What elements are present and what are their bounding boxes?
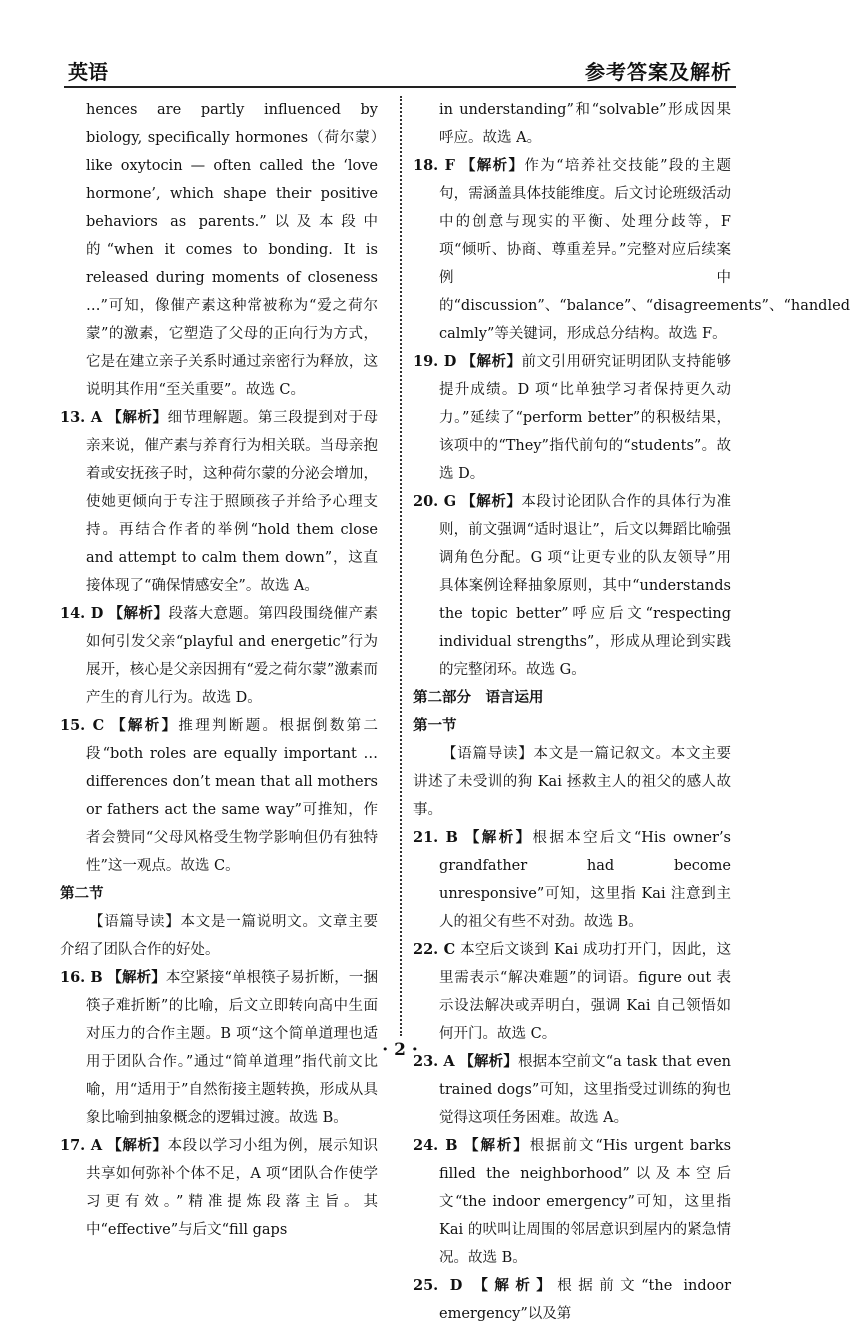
section2-title: 第二节 xyxy=(60,885,104,902)
answer-16: 16. B 【解析】本空紧接“单根筷子易折断，一捆筷子难折断”的比喻，后文立即转向高中生面对压力的合作主题。B 项“这个简单道理也适用于团队合作。”通过“简单道理”指代前文比喻，用“适用于”自然衔接主题转换，形成从具象比喻到抽象概念的逻辑过渡。故选 B。 xyxy=(60,969,379,1126)
answer-21: 21. B 【解析】根据本空后文“His owner’s grandfather had become unresponsive”可知，这里指 Kai 注意到主人的祖父有些不对劲。故选 B。 xyxy=(413,829,731,930)
page-header xyxy=(64,50,736,88)
section2-guide: 【语篇导读】本文是一篇说明文。文章主要介绍了团队合作的好处。 xyxy=(60,914,378,958)
answer-25: 25. D 【解析】根据前文“the indoor emergency”以及第 xyxy=(413,1277,732,1322)
column-divider xyxy=(400,96,402,1036)
left-column xyxy=(60,96,378,1244)
answer-14: 14. D 【解析】段落大意题。第四段围绕催产素如何引发父亲“playful and energetic”行为展开，核心是父亲因拥有“爱之荷尔蒙”激素而产生的育儿行为。故选 D。 xyxy=(60,605,379,706)
answer-23: 23. A 【解析】根据本空前文“a task that even trained dogs”可知，这里指受过训练的狗也觉得这项任务困难。故选 A。 xyxy=(413,1053,732,1126)
answer-17: 17. A 【解析】本段以学习小组为例，展示知识共享如何弥补个体不足，A 项“团队合作使学习更有效。”精准提炼段落主旨。其中“effective”与后文“fill gaps xyxy=(60,1137,379,1238)
page-number: · 2 · xyxy=(382,1040,418,1060)
header-title: 参考答案及解析 xyxy=(585,60,732,84)
answer-24: 24. B 【解析】根据前文“His urgent barks filled the neighborhood”以及本空后文“the indoor emergency”可知，这里指 Kai 的吠叫让周围的邻居意识到屋内的紧急情况。故选 B。 xyxy=(413,1137,732,1266)
answer-22: 22. C 本空后文谈到 Kai 成功打开门，因此，这里需表示“解决难题”的词语。figure out 表示设法解决或弄明白，强调 Kai 自己领悟如何开门。故选 C。 xyxy=(413,941,731,1042)
answer-18: 18. F 【解析】作为“培养社交技能”段的主题句，需涵盖具体技能维度。后文讨论班级活动中的创意与现实的平衡、处理分歧等，F 项“倾听、协商、尊重差异。”完整对应后续案例中的“discussion”、“balance”、“disagreements”、“handled calmly”等关键词，形成总分结构。故选 F。 xyxy=(413,157,850,342)
section1-guide: 【语篇导读】本文是一篇记叙文。本文主要讲述了未受训的狗 Kai 拯救主人的祖父的感人故事。 xyxy=(413,746,731,818)
answer-20: 20. G 【解析】本段讨论团队合作的具体行为准则，前文强调“适时退让”，后文以舞蹈比喻强调角色分配。G 项“让更专业的队友领导”用具体案例诠释抽象原则，其中“understands the topic better”呼应后文“respecting individual strengths”，形成从理论到实践的完整闭环。故选 G。 xyxy=(413,493,731,678)
part2-title: 第二部分 语言运用 xyxy=(413,689,544,706)
answer-19: 19. D 【解析】前文引用研究证明团队支持能够提升成绩。D 项“比单独学习者保持更久动力。”延续了“perform better”的积极结果，该项中的“They”指代前句的“students”。故选 D。 xyxy=(413,353,732,482)
right-column xyxy=(413,96,850,1328)
subject-label: 英语 xyxy=(68,60,108,84)
q12-continuation: hences are partly influenced by biology, specifically hormones（荷尔蒙）like oxytocin — often called the ‘love hormone’, which shape their positive behaviors as parents.”以及本段中的“when it comes to bonding. It is released during moments of closeness …”可知，像催产素这种常被称为“爱之荷尔蒙”的激素，它塑造了父母的正向行为方式，它是在建立亲子关系时通过亲密行为释放，这说明其作用“至关重要”。故选 C。 xyxy=(86,102,378,398)
section1-title: 第一节 xyxy=(413,717,457,734)
answer-13: 13. A 【解析】细节理解题。第三段提到对于母亲来说，催产素与养育行为相关联。当母亲抱着或安抚孩子时，这种荷尔蒙的分泌会增加，使她更倾向于专注于照顾孩子并给予心理支持。再结合作者的举例“hold them close and attempt to calm them down”，这直接体现了“确保情感安全”。故选 A。 xyxy=(60,409,379,594)
q17-continuation: in understanding”和“solvable”形成因果呼应。故选 A。 xyxy=(439,102,731,146)
answer-15: 15. C 【解析】推理判断题。根据倒数第二段“both roles are equally important … differences don’t mean that all mothers or fathers act the same way”可推知，作者会赞同“父母风格受生物学影响但仍有独特性”这一观点。故选 C。 xyxy=(60,717,379,874)
